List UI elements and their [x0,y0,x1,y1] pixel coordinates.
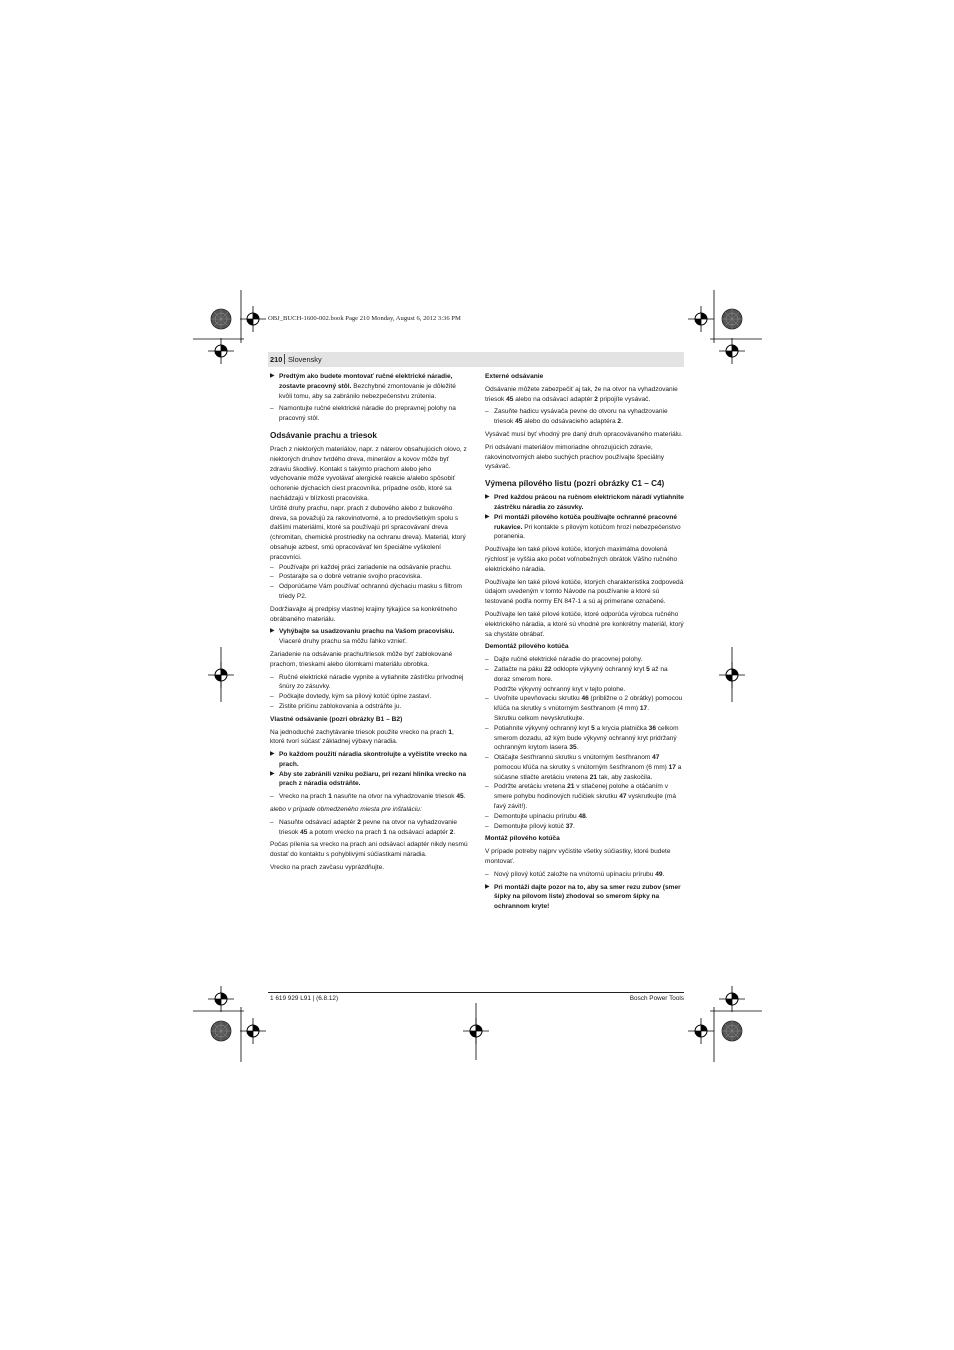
rosette-mark [211,1021,231,1041]
footer-doc-number: 1 619 929 L91 | (6.8.12) [270,995,339,1002]
warning-item: ▶ Vyhýbajte sa usadzovaniu prachu na Vašom pracovisku. Viaceré druhy prachu sa môžu ľahko vznieť. [270,628,455,646]
page-number: 210 [270,355,283,364]
triangle-bullet-icon: ▶ [270,751,275,758]
subsection-heading: Externé odsávanie [485,373,544,380]
list-item: – Odporúčame Vám používať ochrannú dýchaciu masku s filtrom triedy P2. [270,583,462,600]
list-item: – Dajte ručné elektrické náradie do pracovnej polohy. [485,656,643,664]
section-heading: Odsávanie prachu a triesok [270,430,377,440]
list-item: – Zatlačte na páku 22 odklopte výkyvný ochranný kryt 5 až na doraz smerom hore. Podržte výkyvný ochranný kryt v tejto polohe. [485,665,668,693]
crosshair-mark [240,306,266,332]
paragraph: Počas pílenia sa vrecko na prach ani odsávací adaptér nikdy nesmú dostať do kontaktu s pohyblivými súčiastkami náradia. [270,841,468,859]
dash-list [485,870,684,880]
list-item: – Potiahnite výkyvný ochranný kryt 5 a krycia platnička 36 celkom smerom dozadu, až kým bude výkyvný ochranný kryt pridržaný ochranným krytom lasera 35. [485,724,679,752]
list-item: – Počkajte dovtedy, kým sa pílový kotúč úplne zastaví. [270,693,432,701]
footer-brand: Bosch Power Tools [629,995,684,1002]
triangle-bullet-icon: ▶ [270,770,275,777]
triangle-bullet-icon: ▶ [270,628,275,635]
dash-list [485,655,684,831]
header-divider [284,354,285,364]
rosette-mark [722,1021,742,1041]
triangle-bullet-icon: ▶ [485,494,490,501]
warning-item: ▶ Predtým ako budete montovať ručné elektrické náradie, zostavte pracovný stôl. Bezchybné zmontovanie je dôležité kvôli tomu, aby sa zabránilo nebezpečenstvu zrútenia. [270,373,456,400]
list-item: – Vrecko na prach 1 nasuňte na otvor na vyhadzovanie triesok 45. [270,793,466,801]
list-item: – Postarajte sa o dobré vetranie svojho pracoviska. [270,573,423,581]
header-language: Slovensky [288,355,322,364]
paragraph: Používajte len také pílové kotúče, ktorých maximálna dovolená rýchlosť je vyššia ako počet voľnobežných obrátok Vášho ručného elektrického náradia. [485,546,678,573]
dash-list [270,818,469,838]
paragraph: Používajte len také pílové kotúče, ktorých charakteristika zodpovedá údajom uvedeným v tomto Návode na používanie a ktoré sú testované podľa normy EN 847-1 a sú aj primerane označené. [485,578,684,606]
paragraph: Na jednoduché zachytávanie triesok použite vrecko na prach 1, ktoré tvorí súčasť základnej výbavy náradia. [270,728,454,746]
warning-item: ▶ Pri montáži dajte pozor na to, aby sa smer rezu zubov (smer šípky na pílovom liste) zhodoval so smerom šípky na ochrannom kryte! [485,883,681,911]
paragraph: Dodržiavajte aj predpisy vlastnej krajiny týkajúce sa konkrétneho obrábaného materiálu. [270,605,458,623]
subsection-heading: Vlastné odsávanie (pozri obrázky B1 – B2) [270,715,403,723]
subsection-heading: Demontáž pílového kotúča [485,643,569,651]
paragraph: Prach z niektorých materiálov, napr. z náterov obsahujúcich olovo, z niektorých druhov tvrdého dreva, minerálov a kovov môže byť zdraviu škodlivý. Kontakt s takýmto prachom alebo jeho vdychovanie môže vyvolávať alergické reakcie a/alebo spôsobiť ochorenie dýchacích ciest pracovníka, prípadne osôb, ktoré sa nachádzajú v blízkosti pracoviska. [270,445,467,502]
triangle-bullet-icon: ▶ [485,883,490,890]
crosshair-mark [719,338,745,364]
dash-list [485,407,684,427]
right-column [485,372,684,915]
footer-rule [268,992,684,993]
paragraph: Pri odsávaní materiálov mimoriadne ohrozujúcich zdravie, rakovinotvorných alebo suchých prachov používajte špeciálny vysávač. [485,443,665,471]
crosshair-mark [688,306,714,332]
paragraph: Určité druhy prachu, napr. prach z dubového alebo z bukového dreva, sa považujú za rakovinotvorné, a to predovšetkým spolu s ďalšími materiálmi, ktoré sa používajú pri spracovávaní dreva (chromitan, chemické prostriedky na ochranu dreva). Materiál, ktorý obsahuje azbest, smú opracovávať len špeciálne vyškolení pracovníci. [270,504,466,561]
section-heading: Výmena pílového listu (pozri obrázky C1 – C4) [485,479,665,489]
list-item: – Uvoľnite upevňovaciu skrutku 46 (približne o 2 obrátky) pomocou kľúča na skrutky s vnútorným šesťhranom (4 mm) 17. Skrutku celkom nevyskrutkujte. [485,695,683,722]
list-item: – Podržte aretáciu vretena 21 v stlačenej polohe a otáčaním v smere pohybu hodinových ručičiek skrutku 47 vyskrutkujte (má ľavý závit!). [485,783,676,811]
list-item: – Ručné elektrické náradie vypnite a vytiahnite zástrčku prívodnej šnúry zo zásuvky. [270,673,464,691]
paragraph: alebo v prípade obmedzeného miesta pre inštaláciu: [270,806,422,814]
list-item: – Zistite príčinu zablokovania a odstráňte ju. [270,702,402,710]
print-info: OBJ_BUCH-1600-002.book Page 210 Monday, August 6, 2012 3:36 PM [268,315,461,322]
paragraph: Vrecko na prach zavčasu vyprázdňujte. [270,864,385,872]
triangle-bullet-icon: ▶ [485,513,490,520]
crosshair-mark [719,986,745,1012]
paragraph: Vysávač musí byť vhodný pre daný druh opracovávaného materiálu. [485,430,683,438]
warning-item: ▶ Pred každou prácou na ručnom elektrickom náradí vytiahnite zástrčku náradia zo zásuvky. [485,494,684,511]
crosshair-mark [208,986,234,1012]
page-header [268,352,684,367]
paragraph: Odsávanie môžete zabezpečiť aj tak, že na otvor na vyhadzovanie triesok 45 alebo na odsávací adaptér 2 pripojíte vysávač. [485,385,678,403]
list-item: – Nasuňte odsávací adaptér 2 pevne na otvor na vyhadzovanie triesok 45 a potom vrecko na prach 1 na odsávací adaptér 2. [270,818,457,836]
list-item: – Namontujte ručné elektrické náradie do prepravnej polohy na pracovný stôl. [270,405,456,423]
rosette-mark [722,309,742,329]
warning-item: ▶ Po každom použití náradia skontrolujte a vyčistite vrecko na prach. [270,751,467,768]
crosshair-mark [208,338,234,364]
list-item: – Demontujte upínaciu prírubu 48. [485,812,588,820]
dash-list [270,792,469,802]
list-item: – Demontujte pílový kotúč 37. [485,822,575,830]
list-item: – Zasuňte hadicu vysávača pevne do otvoru na vyhadzovanie triesok 45 alebo do odsávacieho adaptéra 2. [485,408,668,426]
list-item: – Otáčajte šesťhrannú skrutku s vnútorným šesťhranom 47 pomocou kľúča na skrutky s vnútorným šesťhranom (6 mm) 17 a súčasne stlačte aretáciu vretena 21 tak, aby zaskočila. [485,754,682,781]
triangle-bullet-icon: ▶ [270,373,275,379]
list-item: – Používajte pri každej práci zariadenie na odsávanie prachu. [270,563,452,571]
dash-list [270,563,469,602]
crosshair-mark [240,1018,266,1044]
left-column [270,372,469,876]
paragraph: Zariadenie na odsávanie prachu/triesok môže byť zablokované prachom, trieskami alebo úlomkami materiálu obrobka. [270,650,453,668]
paragraph: Používajte len také pílové kotúče, ktoré odporúča výrobca ručného elektrického náradia, a ktoré sú vhodné pre konkrétny materiál, ktorý sa chystáte obrábať. [485,610,684,638]
rosette-mark [211,309,231,329]
list-item: – Nový pílový kotúč založte na vnútornú upínaciu prírubu 49. [485,870,665,878]
warning-item: ▶ Aby ste zabránili vzniku požiaru, pri rezaní hliníka vrecko na prach z náradia odstráňte. [270,770,467,788]
dash-list [270,404,469,424]
crosshair-mark [688,1018,714,1044]
dash-list [270,673,469,712]
paragraph: V prípade potreby najprv vyčistite všetky súčiastky, ktoré budete montovať. [485,848,671,866]
subsection-heading: Montáž pílového kotúča [485,835,560,843]
warning-item: ▶ Pri montáži pílového kotúča používajte ochranné pracovné rukavice. Pri kontakte s pílovým kotúčom hrozí nebezpečenstvo poranenia. [485,513,681,541]
